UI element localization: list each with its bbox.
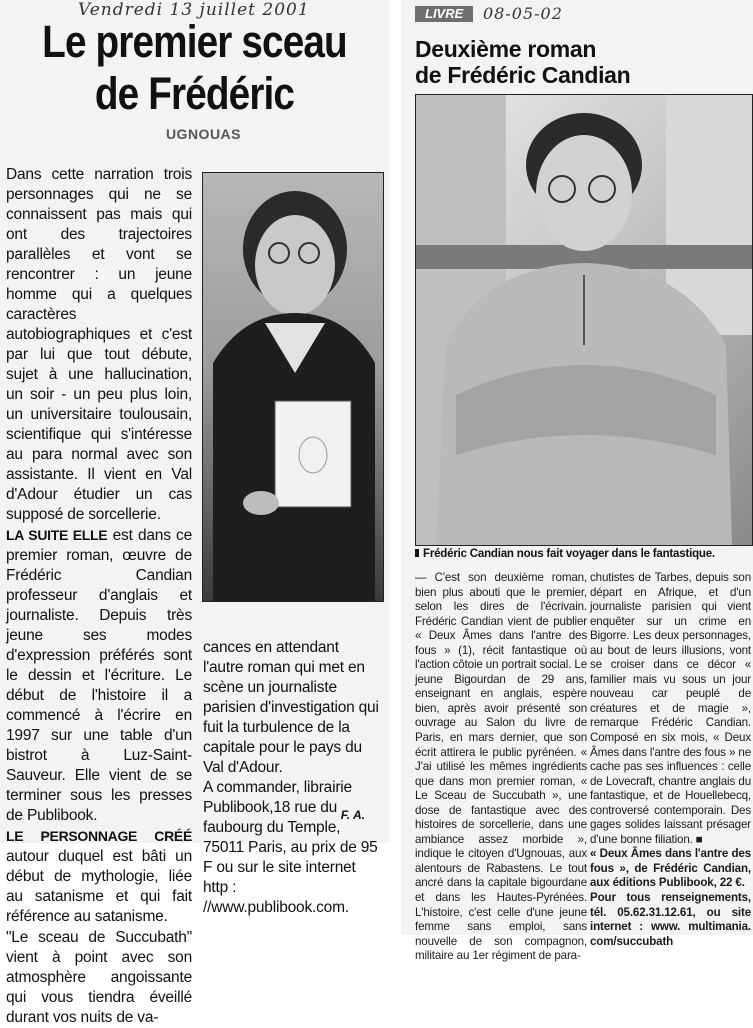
paragraph	[6, 525, 192, 826]
author-signature: F. A.	[340, 808, 365, 822]
location-label: UGNOUAS	[165, 126, 241, 142]
lead-in: LE PERSONNAGE CRÉÉ	[6, 828, 192, 844]
author-photo-holding-book	[202, 172, 384, 602]
book-info: « Deux Âmes dans l'antre des fous », de Frédéric Candian, aux éditions Publibook, 22 €.	[590, 847, 751, 890]
paragraph	[6, 927, 192, 1028]
contact-info: Pour tous renseignements, tél. 05.62.31.12.61, ou site internet : www. multimania. com/succubath	[590, 891, 751, 948]
paragraph: — C'est son deuxième roman, bien plus abouti que le premier, selon les dires de l'écrivain. Frédéric Candian vient de publier « Deux Âmes dans l'antre des fous » (1), récit fantastique où l'action côtoie un portrait social. Le jeune Bigourdan de 29 ans, enseignant en anglais, espère bien, après avoir présenté son ouvrage au Salon du livre de Paris, en mars dernier, que son écrit attirera le public pyrénéen. « J'ai utilisé les mêmes ingrédients que dans mon premier roman, « Le Sceau de Succubath », une dose de fantastique avec des histoires de sorcellerie, dans une ambiance assez morbide », indique le citoyen d'Ugnouas, aux alentours de Rabastens. Le tout ancré dans la capitale bigourdane et dans les Hautes-Pyrénées. L'histoire, c'est celle d'une jeune femme sans emploi, sans nouvelle de son compagnon, militaire au 1er régiment de para-	[415, 571, 587, 963]
author-portrait-photo	[415, 94, 753, 546]
handwritten-date: Vendredi 13 juillet 2001	[78, 0, 310, 20]
paragraph: cances en attendant l'autre roman qui met en scène un journaliste parisien d'investigation qui fuit la turbulence de la capitale pour le pays du Val d'Adour.	[203, 639, 379, 776]
paragraph: chutistes de Tarbes, depuis son départ en Afrique, et d'un journaliste parisien qui vient enquêter sur un crime en Bigorre. Les deux personnages, au bout de leurs illusions, vont se croiser dans ce décor « familier mais vu sous un jour nouveau car peuplé de créatures et de magie », remarque Frédéric Candian. Composé en six mois, « Deux Âmes dans l'antre des fous » ne cache pas ses influences : celle de Lovecraft, chantre anglais du fantastique, et de Houellebecq, controversé contemporain. Des gages solides laissant présager d'une bonne filiation. ■	[590, 571, 751, 846]
headline-line-2: de Frédéric Candian	[415, 62, 631, 88]
photo-illustration	[203, 173, 383, 601]
left-article-column-1	[6, 164, 192, 1028]
headline-line-1: Deuxième roman	[415, 36, 597, 62]
left-article-column-2	[203, 638, 383, 918]
paragraph-text: est dans ce premier roman, œuvre de Frédéric Candian professeur d'anglais et journaliste. Depuis très jeune ses modes d'expression préférés sont le dessin et l'écriture. Le début de l'histoire il a commencé à l'écrire en 1997 sur une table d'un bistrot à Luz-Saint- Sauveur. Elle vient de se terminer sous les presses de Publibook.	[6, 527, 192, 824]
paragraph	[6, 826, 192, 927]
photo-illustration	[416, 95, 752, 545]
photo-caption: Frédéric Candian nous fait voyager dans le fantastique.	[415, 548, 753, 560]
paragraph: A commander, librairie Publibook,18 rue du faubourg du Temple, 75011 Paris, au prix de 95 F ou sur le site internet http : //www.publibook.com.	[203, 779, 378, 916]
right-article-column-1	[415, 571, 587, 964]
paragraph-text: "Le sceau de Succubath" vient à point avec son atmosphère angoissante qui vous tiendra éveillé durant vos nuits de va-	[6, 929, 192, 1026]
lead-in: LA SUITE ELLE	[6, 527, 108, 543]
section-tag: LIVRE	[415, 6, 473, 22]
paragraph-text: autour duquel est bâti un début de mythologie, liée au satanisme et qui fait référence au satanisme.	[6, 848, 192, 925]
right-headline	[415, 36, 630, 88]
right-clipping	[401, 0, 753, 963]
left-headline: Le premier sceau de Frédéric	[42, 16, 347, 119]
paragraph	[6, 164, 192, 525]
handwritten-date: 08-05-02	[483, 4, 563, 23]
paragraph-text: Dans cette narration trois personnages qui ne se connaissent pas mais qui ont des trajectoires parallèles et vont se rencontrer : un jeune homme qui a quelques caractères autobiographiques et c'est par lui que tout débute, sujet à une hallucination, un soir - un peu plus loin, un universitaire toulousain, scientifique qui s'intéresse au para normal avec son assistante. Il vient en Val d'Adour étudier un cas supposé de sorcellerie.	[6, 166, 192, 523]
right-article-column-2	[590, 571, 751, 949]
